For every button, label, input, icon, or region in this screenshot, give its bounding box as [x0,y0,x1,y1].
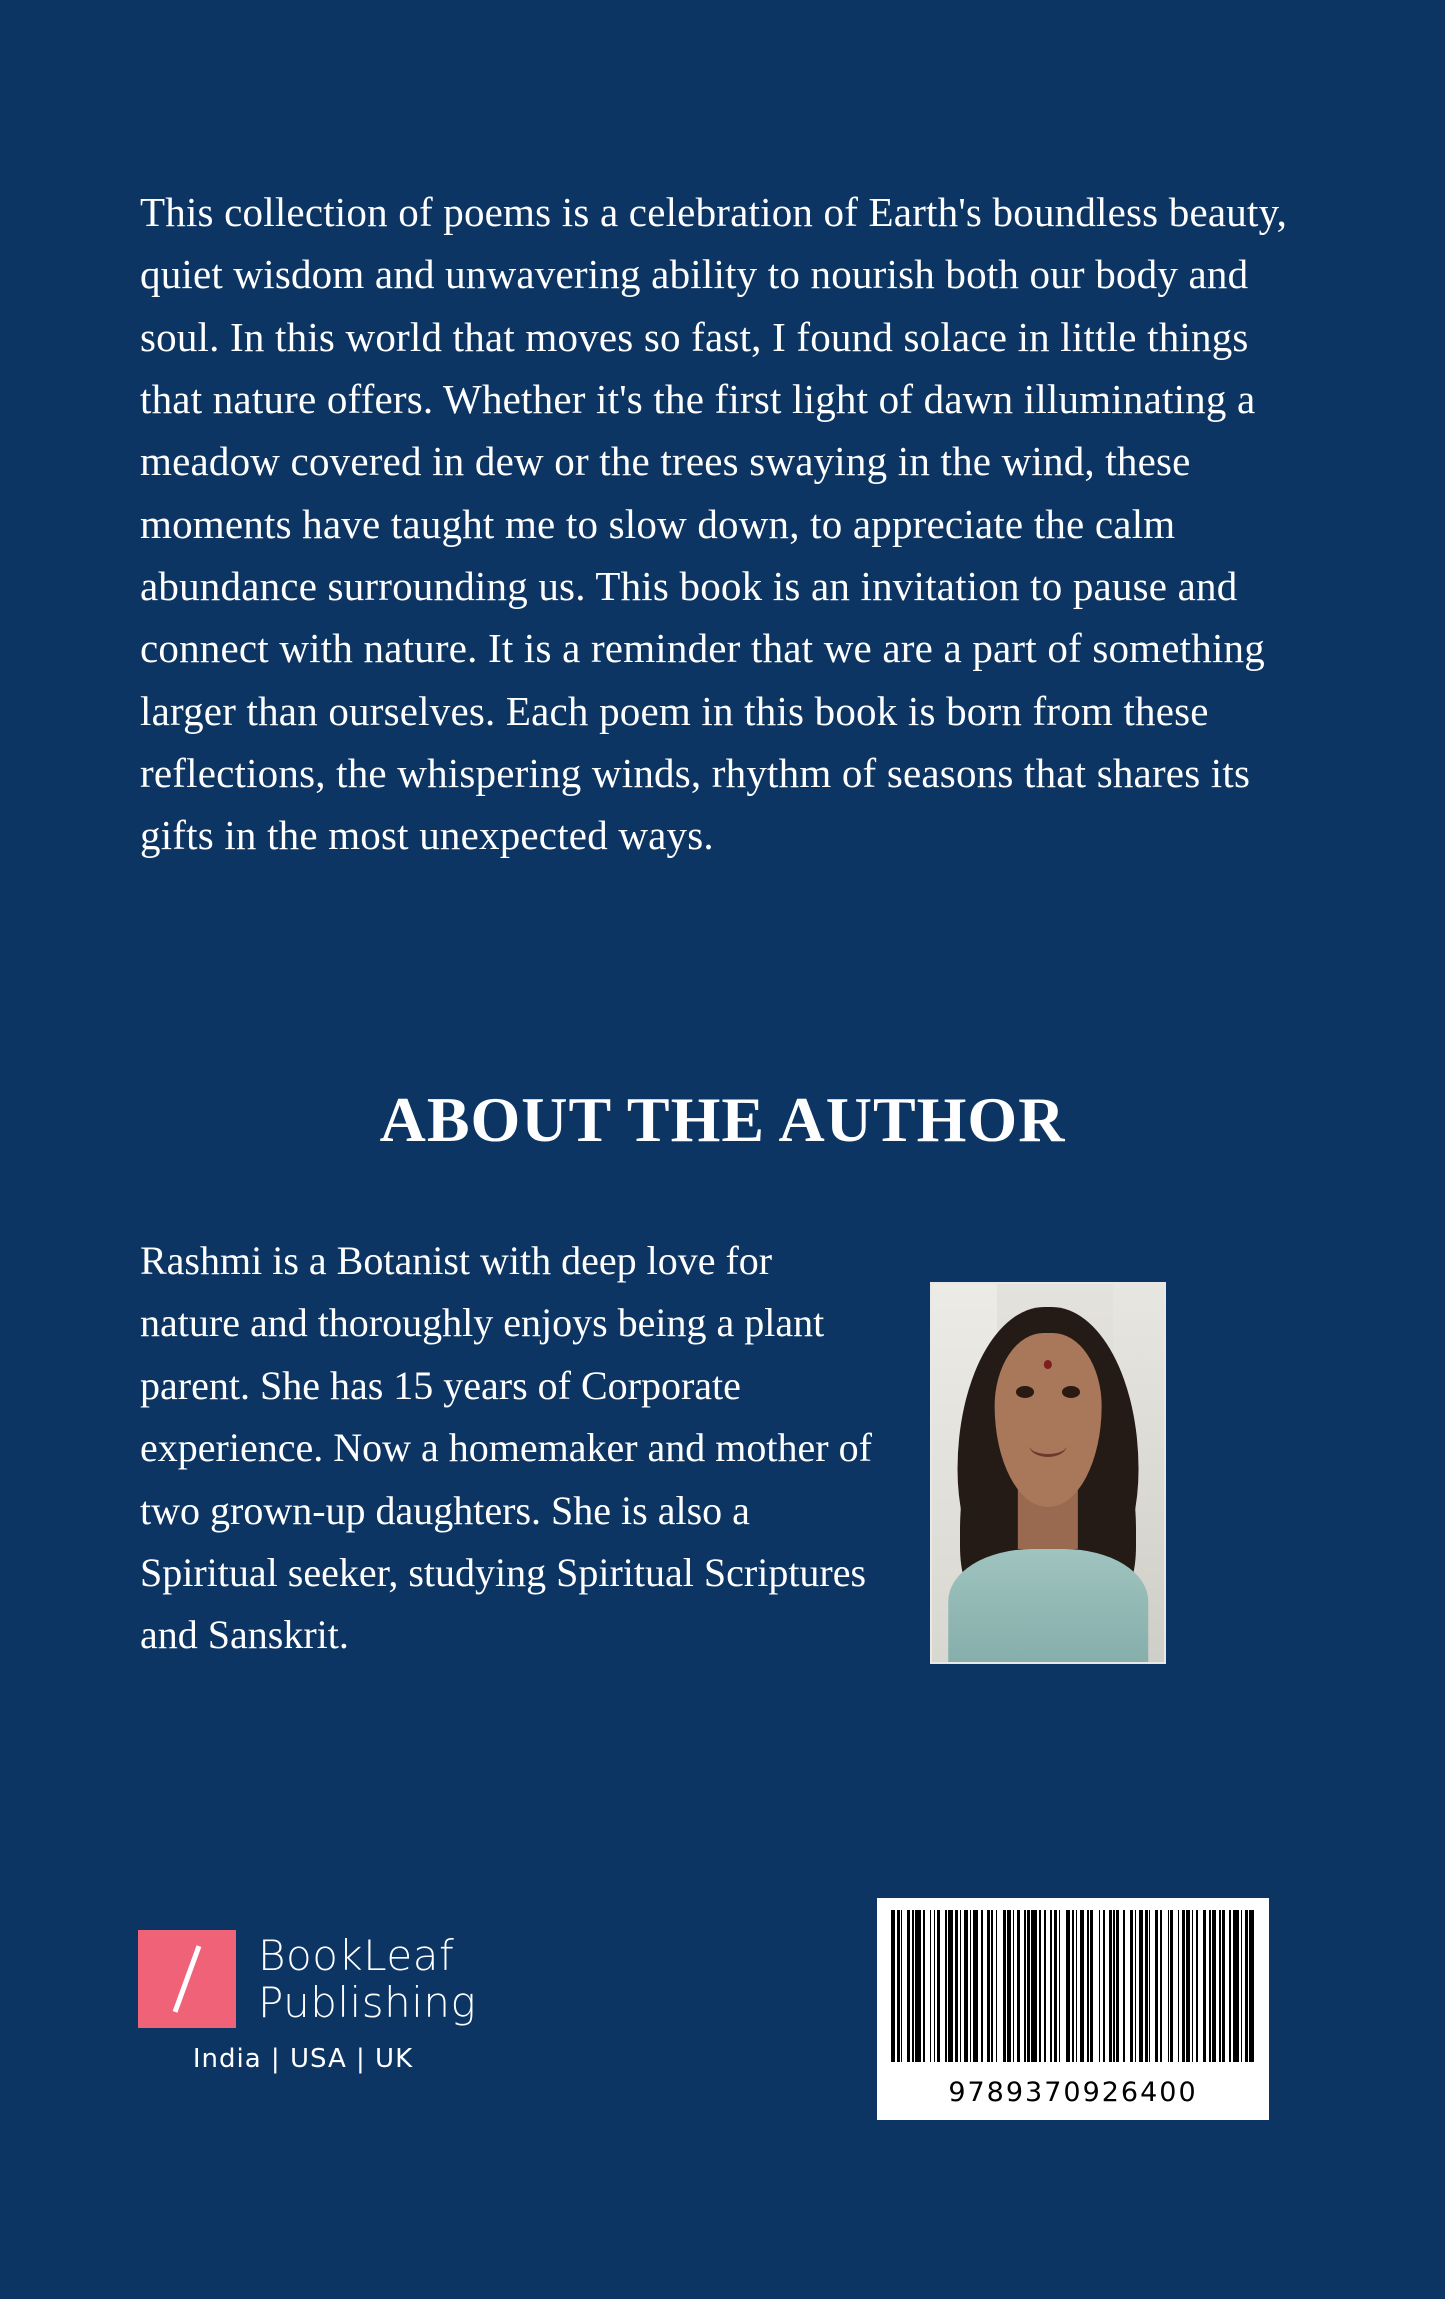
slash-logo-icon [138,1930,236,2028]
barcode-bars [891,1910,1255,2062]
publisher-name-line1: BookLeaf [258,1930,455,1980]
about-the-author-heading: ABOUT THE AUTHOR [379,1084,1066,1156]
publisher-logo [138,1930,558,2074]
book-blurb: This collection of poems is a celebration of Earth's boundless beauty, quiet wisdom and unwavering ability to nourish both our body and soul. In this world that moves so fast, I found solace in little things that nature offers. Whether it's the first light of dawn illuminating a meadow covered in dew or the trees swaying in the wind, these moments have taught me to slow down, to appreciate the calm abundance surrounding us. This book is an invitation to pause and connect with nature. It is a reminder that we are a part of something larger than ourselves. Each poem in this book is born from these reflections, the whispering winds, rhythm of seasons that shares its gifts in the most unexpected ways. [140,189,1288,859]
publisher-name-line2: Publishing [258,1978,477,2027]
author-photo-image [932,1284,1164,1662]
author-photo [930,1282,1166,1664]
isbn-number: 9789370926400 [948,2077,1198,2108]
portrait-clothing [948,1549,1148,1662]
author-bio: Rashmi is a Botanist with deep love for nature and thoroughly enjoys being a plant parent. She has 15 years of Corporate experience. Now a homemaker and mother of two grown-up daughters. She is also a Spiritual seeker, studying Spiritual Scriptures and Sanskrit. [140,1238,872,1658]
portrait-smile [1029,1435,1066,1457]
portrait-eye-left [1016,1386,1035,1398]
publisher-logo-row [138,1930,558,2028]
publisher-regions: India | USA | UK [192,2044,414,2074]
publisher-name [258,1932,476,2026]
isbn-barcode [877,1898,1269,2120]
